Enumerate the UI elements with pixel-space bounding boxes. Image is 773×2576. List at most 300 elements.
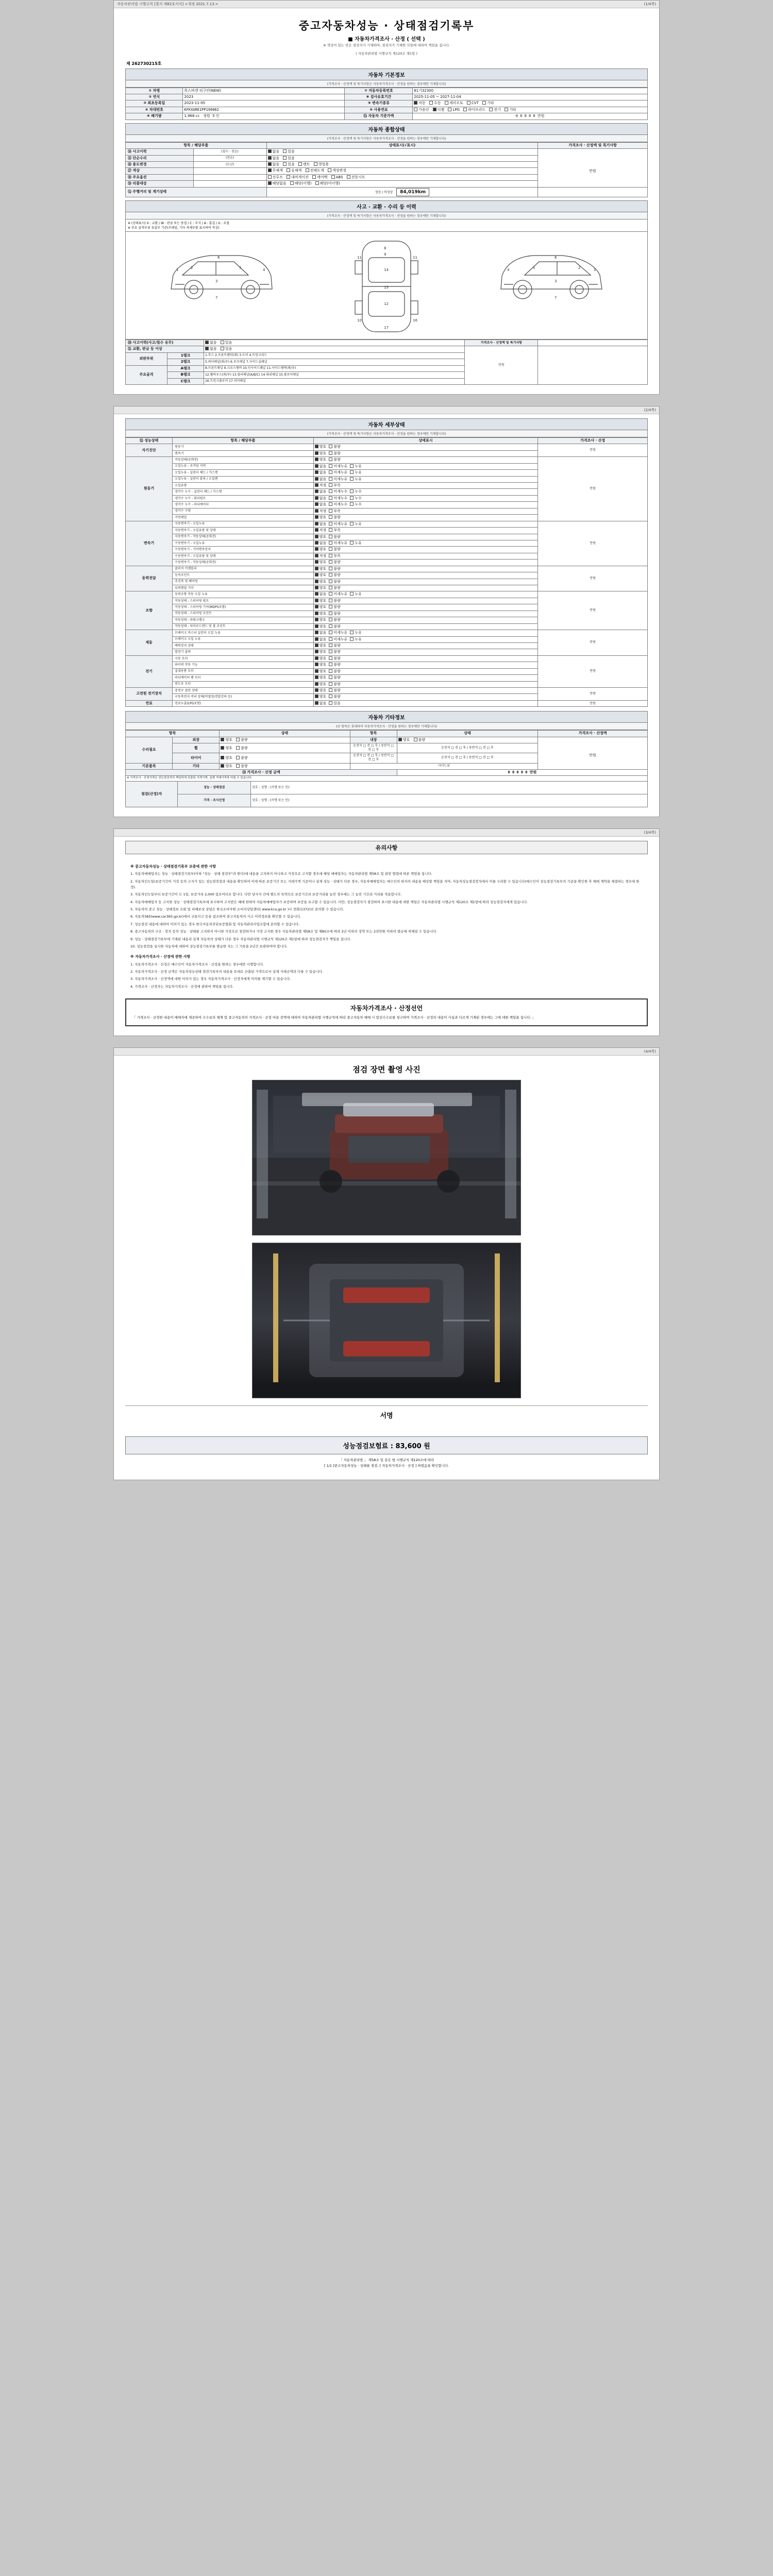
checkbox-option[interactable]: 있음 (283, 162, 295, 167)
checkbox-option[interactable]: 누유 (350, 522, 362, 527)
diagram-side-right-icon (493, 235, 611, 312)
section-detail: 자동차 세부상태 (125, 418, 648, 430)
photo-underbody (252, 1243, 521, 1398)
checkbox-option[interactable]: 불량 (329, 663, 341, 667)
signature-heading: 서명 (125, 1405, 648, 1423)
document-number-label: 제 (126, 61, 130, 66)
diagram-top-icon (348, 235, 425, 338)
page-2-topbar (114, 406, 659, 414)
row-no: ⑱ 주요옵션 (126, 174, 194, 180)
exchange-label: ㉑ 교환, 판금 등 이상 (126, 346, 204, 352)
checkbox-option[interactable]: 기타 (505, 108, 516, 112)
table-row (126, 700, 648, 706)
notice-item: 4. 자동차매매업자 등 고지한 성능 · 상태점검기록부에 표시하여 고지받은 때에 한하여 자동차매매업자가 보증하며 보증을 요구할 수 있습니다. 다만, 성능점검자가 점검하여 표시한 내용에 대한 책임은 자동차관리법 시행규칙 제120조 제1항에 따라 성능점검자에게 있습니다. (130, 900, 528, 904)
notice-list-1 (130, 871, 643, 927)
svg-text:12: 12 (383, 301, 389, 306)
rank-2: 2랭크 (167, 359, 204, 365)
checkbox-option[interactable]: 부족 (329, 528, 341, 533)
row-state (266, 149, 538, 155)
total-label: ㉔ 가격조사 · 산정 금액 (126, 770, 397, 776)
row-value: 2025-11-05 ~ 2027-11-04 (413, 94, 648, 100)
diagram-side-left-icon (162, 235, 280, 312)
checkbox-option[interactable]: 있음 (283, 156, 295, 161)
section-overall-note: (가격조사 · 산정액 및 특기사항은 자동차가격조사 · 산정을 원하는 경우에만 기재합니다) (125, 135, 648, 142)
checkbox-option[interactable]: 에어백 (312, 175, 327, 180)
checkbox-option[interactable]: 양호 (315, 547, 327, 552)
checkbox-option[interactable]: 불량 (329, 688, 341, 693)
checkbox-option[interactable]: 누수 (350, 496, 362, 501)
detail-item-state (313, 655, 538, 662)
checkbox-option[interactable]: 없음 (315, 502, 327, 507)
svg-text:17: 17 (383, 325, 389, 330)
checkbox-option[interactable]: 미세누유 (329, 592, 347, 597)
checkbox-option[interactable]: 없음 (268, 149, 280, 154)
checkbox-option[interactable]: 양호 (315, 515, 327, 520)
detail-item-label: 연료누출(LPG포함) (173, 700, 314, 706)
checkbox-option[interactable]: 양호 (221, 764, 232, 769)
table-row (126, 113, 648, 120)
col-item-2: 항목 (350, 731, 397, 737)
row-value: 폭스바겐 티구안(NEW) (183, 88, 345, 94)
detail-item-label: 실내송풍 모터 (173, 668, 314, 674)
detail-item-state (313, 489, 538, 495)
detail-item-label: 수동변속기 - 기어변속장치 (173, 547, 314, 553)
detail-item-label: 작동상태 - 파워크랭크 (173, 617, 314, 623)
detail-group-price: 만원 (538, 700, 648, 706)
checkbox-option[interactable]: 미세누유 (329, 541, 347, 546)
checkbox-option[interactable]: 전체도색 (306, 168, 324, 173)
etc-state (220, 763, 350, 769)
detail-table (125, 437, 648, 707)
checkbox-option[interactable]: 불량 (329, 451, 341, 456)
checkbox-option[interactable]: 양호 (315, 612, 327, 616)
checkbox-option[interactable]: 양호 (315, 624, 327, 629)
etc-inner-left: 운전석 □ 전 □ 후 / 동반석 □ 전 □ 후 (350, 743, 397, 753)
etc-state-2 (397, 737, 538, 743)
checkbox-option[interactable]: 양호 (315, 618, 327, 622)
checkbox-option[interactable]: 불량 (414, 738, 426, 742)
checkbox-option[interactable]: 전기 (489, 108, 501, 112)
checkbox-option[interactable]: 기타 (482, 101, 494, 106)
sign-row-value[interactable]: 상호 : 성명 : (서명 또는 인) (251, 794, 648, 807)
detail-item-state (313, 483, 538, 489)
etc-table (125, 730, 648, 770)
svg-text:4: 4 (507, 267, 510, 272)
checkbox-option[interactable]: 양호 (315, 445, 327, 449)
checkbox-option[interactable]: 가솔린 (414, 108, 429, 112)
detail-item-label: 배력장치 상태 (173, 642, 314, 649)
checkbox-option[interactable]: 누유 (350, 631, 362, 635)
checkbox-option[interactable]: 누유 (350, 592, 362, 597)
row-value: 2023-11-05 (183, 100, 345, 107)
notice-item: 5. 자동차의 중고 성능 · 상태정보 조회 및 피해보상 상담은 한국소비자원 소비자상담센터( www.kca.go.kr )나 전화(1372)로 문의할 수 있습니다. (130, 907, 344, 911)
checkbox-option[interactable]: 부족 (329, 554, 341, 558)
checkbox-option[interactable]: 불량 (329, 694, 341, 699)
checkbox-option[interactable]: 없음 (315, 631, 327, 635)
checkbox-option[interactable]: 양호 (315, 457, 327, 462)
checkbox-option[interactable]: 미세누유 (329, 464, 347, 469)
checkbox-option[interactable]: 렌트 (298, 162, 310, 167)
row-label: ① 차명 (126, 88, 183, 94)
checkbox-option[interactable]: 미세누유 (329, 522, 347, 527)
detail-item-state (313, 662, 538, 668)
signer-label: 점검(산정)자 (126, 781, 178, 807)
row-label: ⑧ 검사유효기간 (345, 94, 413, 100)
checkbox-option[interactable]: 누유 (350, 464, 362, 469)
checkbox-option[interactable]: 미세누수 (329, 496, 347, 501)
checkbox-option[interactable]: 누유 (350, 541, 362, 546)
checkbox-option[interactable]: 양호 (315, 682, 327, 687)
detail-group-price: 만원 (538, 566, 648, 591)
detail-group-label: 전기 (126, 655, 173, 687)
checkbox-option[interactable]: 불량 (236, 756, 248, 760)
base-price-value: 0 0 0 0 0 만원 (413, 113, 648, 120)
table-row (126, 100, 648, 107)
checkbox-option[interactable]: 누유 (350, 637, 362, 642)
table-row (126, 107, 648, 113)
checkbox-option[interactable]: 디젤 (433, 108, 445, 112)
checkbox-option[interactable]: 양호 (315, 535, 327, 539)
checkbox-option[interactable]: 없음 (315, 701, 327, 706)
checkbox-option[interactable]: 없음 (315, 522, 327, 527)
checkbox-option[interactable]: 없음 (315, 541, 327, 546)
notice-item: 2. 자동차가격조사 · 산정 금액은 자동차성능상태 점검기록부의 내용을 토대로 산출된 가격으로서 실제 거래금액과 다를 수 있습니다. (130, 969, 324, 974)
checkbox-option[interactable]: 양호 (315, 580, 327, 584)
detail-item-state (313, 444, 538, 450)
checkbox-option[interactable]: 없음 (315, 592, 327, 597)
price-unit: 만원 (589, 169, 596, 174)
exchange-state (204, 346, 465, 352)
row-state (266, 162, 538, 168)
checkbox-option[interactable]: 양호 (315, 560, 327, 565)
checkbox-option[interactable]: 해당(이행) (290, 181, 312, 186)
document-number-value: 262730215호 (131, 61, 162, 66)
checkbox-option[interactable]: 불량 (329, 656, 341, 661)
checkbox-option[interactable]: 불량 (329, 618, 341, 622)
checkbox-option[interactable]: 누수 (350, 502, 362, 507)
overall-table (125, 142, 648, 188)
notice-list-2 (130, 929, 643, 950)
price-note-cell (538, 149, 648, 188)
accident-legend (125, 219, 648, 232)
section-etc-note: (㉓ 항목은 휴대하여 자동차가격조사 · 산정을 원하는 경우에만 기재합니다) (125, 723, 648, 730)
col-state-2: 상태 (397, 731, 538, 737)
checkbox-option[interactable]: 양호 (315, 650, 327, 654)
checkbox-option[interactable]: 적정 (315, 509, 327, 514)
checkbox-option[interactable]: 불량 (329, 675, 341, 680)
checkbox-option[interactable]: 양호 (398, 738, 410, 742)
detail-item-state (313, 560, 538, 566)
checkbox-option[interactable]: 양호 (221, 746, 232, 751)
checkbox-option[interactable]: 없음 (315, 637, 327, 642)
table-row (126, 187, 648, 197)
detail-item-state (313, 694, 538, 700)
detail-item-state (313, 515, 538, 521)
svg-text:1: 1 (176, 267, 179, 272)
checkbox-option[interactable]: 없음 (315, 470, 327, 475)
checkbox-option[interactable]: 누유 (350, 470, 362, 475)
svg-text:5: 5 (239, 265, 242, 270)
row-value (413, 100, 648, 107)
checkbox-option[interactable]: 있음 (329, 701, 341, 706)
detail-item-label: 브레이크 마스터 실린더 오일 누유 (173, 630, 314, 636)
checkbox-option[interactable]: 불량 (329, 573, 341, 578)
checkbox-option[interactable]: 불량 (236, 764, 248, 769)
detail-item-label: 오일누유 - 로커암 커버 (173, 463, 314, 469)
section-basic-note: (가격조사 · 산정액 및 특기사항은 자동차가격조사 · 산정을 원하는 경우에만 기재합니다) (125, 80, 648, 88)
checkbox-option[interactable]: 불량 (329, 515, 341, 520)
etc-state (220, 753, 350, 763)
checkbox-option[interactable]: 내비게이션 (287, 175, 309, 180)
detail-item-label: 작동상태 - 스티어링 조인트 (173, 611, 314, 617)
seats-label: 정원 (203, 114, 210, 118)
checkbox-option[interactable]: 불량 (329, 535, 341, 539)
table-row (126, 688, 648, 694)
checkbox-option[interactable]: 양호 (221, 738, 232, 742)
row-state (266, 181, 538, 187)
rank-b: B랭크 (167, 372, 204, 378)
checkbox-option[interactable]: 불량 (329, 650, 341, 654)
checkbox-option[interactable]: 수동 (429, 101, 441, 106)
declaration-body: 「 가격조사 · 산정한 내용이 매매자에 제공하여 수수료의 체계 및 중고자동차의 가격조사 · 산정 비용 전액에 대하여 자동차관리법 시행규칙에 따라 중고자동차 매매 시 알선수수료를 청구하며 가격조사 · 산정의 내용이 사실과 다르게 기재된 경우에는 그에 대한 책임을 집니다. 」 (132, 1015, 536, 1020)
detail-item-label: 오일누유 - 실린더 블록 / 오일팬 (173, 476, 314, 482)
detail-item-state (313, 470, 538, 476)
checkbox-option[interactable]: 미세누유 (329, 477, 347, 482)
photo-engine-bay (252, 1080, 521, 1235)
checkbox-option[interactable]: 불량 (329, 586, 341, 590)
checkbox-option[interactable]: 없음 (315, 464, 327, 469)
page-4 (113, 1047, 660, 1480)
checkbox-option[interactable]: 불량 (329, 612, 341, 616)
detail-group-label: 동력전달 (126, 566, 173, 591)
detail-item-state (313, 700, 538, 706)
checkbox-option[interactable]: 불량 (329, 580, 341, 584)
detail-group-label: 조향 (126, 591, 173, 630)
rank-1: 1랭크 (167, 352, 204, 359)
checkbox-option[interactable]: 누수 (350, 489, 362, 494)
col-state: 상태표시(√표시) (266, 142, 538, 148)
checkbox-option[interactable]: 불량 (236, 746, 248, 751)
detail-item-state (313, 649, 538, 655)
checkbox-option[interactable]: 없음 (315, 496, 327, 501)
table-row (126, 655, 648, 662)
checkbox-option[interactable]: 미세누수 (329, 502, 347, 507)
checkbox-option[interactable]: 불량 (329, 599, 341, 603)
checkbox-option[interactable]: 양호 (315, 605, 327, 609)
checkbox-option[interactable]: 적정 (315, 483, 327, 488)
engine-cc: 1,968 cc (184, 114, 200, 118)
section-basic-info: 자동차 기본정보 (125, 69, 648, 80)
fee-value: 83,600 원 (395, 1442, 430, 1450)
checkbox-option[interactable]: 하이브리드 (463, 108, 485, 112)
col-item: 항목 (126, 731, 220, 737)
svg-text:2: 2 (578, 265, 581, 270)
svg-text:3: 3 (554, 279, 557, 283)
checkbox-option[interactable]: 유채색 (287, 168, 301, 173)
section-accident: 사고 · 교환 · 수리 등 이력 (125, 200, 648, 212)
svg-text:11: 11 (357, 255, 362, 260)
table-row (126, 770, 648, 776)
detail-item-label: 냉각수 수량 (173, 508, 314, 514)
row-state (266, 155, 538, 161)
checkbox-option[interactable]: CVT (467, 101, 479, 106)
fee-label: 성능점검보험료 : (343, 1442, 393, 1450)
form-reference: 자동차관리법 시행규칙 [별지 제82호서식] <개정 2021.7.13.> (117, 2, 219, 6)
checkbox-option[interactable]: 세미오토 (445, 101, 463, 106)
col-price: 가격조사 · 산정액 및 특기사항 (538, 142, 648, 148)
detail-item-state (313, 572, 538, 579)
svg-text:14: 14 (383, 267, 389, 272)
notice-item: 4. 가격조사 · 산정자는 자동차가격조사 · 산정에 관하여 책임을 집니다. (130, 984, 234, 989)
checkbox-option[interactable]: 양호 (315, 643, 327, 648)
checkbox-option[interactable]: 적정 (315, 554, 327, 558)
row-state (266, 174, 538, 180)
detail-item-state (313, 668, 538, 674)
checkbox-option[interactable]: 없음 (315, 489, 327, 494)
row-label: ② 연식 (126, 94, 183, 100)
checkbox-option[interactable]: 색상변경 (328, 168, 346, 173)
checkbox-option[interactable]: 불량 (329, 560, 341, 565)
checkbox-option[interactable]: 미세누유 (329, 637, 347, 642)
row-value (413, 107, 648, 113)
checkbox-option[interactable]: 불량 (329, 457, 341, 462)
panel-head: 외판부위 (126, 352, 167, 365)
row-no: ⑰ 색상 (126, 168, 194, 174)
checkbox-option[interactable]: 없음 (315, 477, 327, 482)
page-1-topbar (114, 1, 659, 8)
checkbox-option[interactable]: 있음 (283, 149, 295, 154)
table-header-row (126, 731, 648, 737)
checkbox-option[interactable]: 불량 (329, 547, 341, 552)
photo-underbody-image (253, 1243, 520, 1398)
checkbox-option[interactable]: 부족 (329, 509, 341, 514)
etc-inner-right: 운전석 □ 전 □ 후 / 동반석 □ 전 □ 후 (397, 743, 538, 753)
checkbox-option[interactable]: 양호 (315, 669, 327, 674)
etc-item-2: 내장 (350, 737, 397, 743)
checkbox-option[interactable]: 불량 (329, 445, 341, 449)
table-row (126, 794, 648, 807)
checkbox-option[interactable]: 양호 (221, 756, 232, 760)
checkbox-option[interactable]: 해당없음 (268, 181, 287, 186)
checkbox-option[interactable]: 양호 (315, 694, 327, 699)
checkbox-option[interactable]: 미세누유 (329, 470, 347, 475)
checkbox-option[interactable]: 선루프 (268, 175, 283, 180)
checkbox-option[interactable]: 전동시트 (347, 175, 365, 180)
checkbox-option[interactable]: 불량 (329, 624, 341, 629)
checkbox-option[interactable]: 자동 (414, 101, 426, 106)
detail-item-label: 와이퍼 작동 기능 (173, 662, 314, 668)
table-row (126, 737, 648, 743)
rank-a: A랭크 (167, 365, 204, 371)
notice-item: 2. 자동차인도일(보증기간이 거짓 등의 고지가 있는 성능점검장과 내용을 확인하여 이에 따른 보증기간 또는 거래가액 기준이나 실제 성능 · 상태가 다른 경우, 자동차매매업자는 매수인의 하자의 내용을 배상할 책임을 지며, 자동차성능점검장치에서 이를 수리할 수 있습니다(매수인이 성능점검기록부의 기준을 확인한 후 매매 계약을 체결하는 경우에 한정). (130, 879, 640, 889)
checkbox-option[interactable]: 적정 (315, 528, 327, 533)
checkbox-option[interactable]: ABS (331, 175, 343, 180)
checkbox-option[interactable]: 있음 (221, 341, 232, 345)
checkbox-option[interactable]: 양호 (315, 599, 327, 603)
checkbox-option[interactable]: 무채색 (268, 168, 283, 173)
svg-text:11: 11 (412, 255, 417, 260)
notice-title: 유의사항 (125, 841, 648, 854)
detail-item-state (313, 566, 538, 572)
checkbox-option[interactable]: 없음 (268, 156, 280, 161)
detail-item-label: 등속조인트 (173, 572, 314, 579)
price-declaration (125, 998, 648, 1026)
detail-item-state (313, 630, 538, 636)
accident-history-label: ⑳ 사고이력(사고/침수 유무) (126, 340, 204, 346)
table-row (126, 776, 648, 781)
detail-table-body (126, 444, 648, 707)
checkbox-option[interactable]: 양호 (315, 586, 327, 590)
table-row (126, 521, 648, 527)
table-row (126, 340, 648, 346)
rank-1-items: 1.후드 2.프론트펜더(좌) 3.도어 4.트렁크리드 (204, 352, 465, 359)
detail-item-label: 냉각수 누수 - 워터펌프 (173, 495, 314, 501)
checkbox-option[interactable]: 미세누수 (329, 489, 347, 494)
row-sub: (전손) (193, 155, 266, 161)
checkbox-option[interactable]: 불량 (329, 567, 341, 571)
checkbox-option[interactable]: 불량 (329, 643, 341, 648)
col-price: 가격조사 · 산정액 (538, 731, 648, 737)
etc-item: 외장 (173, 737, 220, 743)
sign-row-value[interactable]: 상호 : 성명 : (서명 또는 인) (251, 781, 648, 794)
legal-footnote-2: [ 1/1 ]중고자동차성능 · 상태를 점검, [ 자동차가격조사 · 산정 ] 하였음을 확인합니다. (324, 1464, 449, 1468)
checkbox-option[interactable]: 부족 (329, 483, 341, 488)
detail-group-price: 만원 (538, 655, 648, 687)
checkbox-option[interactable]: 양호 (315, 688, 327, 693)
etc-item: 기타 (173, 763, 220, 769)
checkbox-option[interactable]: 미세누유 (329, 631, 347, 635)
detail-item-label: 커먼레일 (173, 515, 314, 521)
price-unit-cell: 만원 (465, 346, 538, 385)
checkbox-option[interactable]: 없음 (268, 162, 280, 167)
table-row (126, 591, 648, 598)
col-price-label: 가격조사 · 산정액 및 특기사항 (465, 340, 538, 346)
checkbox-option[interactable]: 영업용 (314, 162, 329, 167)
checkbox-option[interactable]: 없음 (205, 347, 217, 351)
row-label: ④ 차대번호 (126, 107, 183, 113)
detail-item-state (313, 636, 538, 642)
rank-c-items: 16.트렁크플로어 17.리어패널 (204, 378, 465, 384)
table-row (126, 444, 648, 450)
checkbox-option[interactable]: LPG (448, 108, 460, 112)
checkbox-option[interactable]: 해당(미이행) (315, 181, 340, 186)
checkbox-option[interactable]: 불량 (329, 682, 341, 687)
checkbox-option[interactable]: 없음 (205, 341, 217, 345)
checkbox-option[interactable]: 불량 (236, 738, 248, 742)
checkbox-option[interactable]: 양호 (315, 656, 327, 661)
checkbox-option[interactable]: 불량 (329, 669, 341, 674)
detail-item-label: 수동변속기 - 오일유량 및 상태 (173, 553, 314, 559)
checkbox-option[interactable]: 있음 (221, 347, 232, 351)
table-row (126, 781, 648, 794)
checkbox-option[interactable]: 양호 (315, 573, 327, 578)
checkbox-option[interactable]: 양호 (315, 451, 327, 456)
checkbox-option[interactable]: 양호 (315, 663, 327, 667)
detail-item-state (313, 611, 538, 617)
table-row (126, 630, 648, 636)
checkbox-option[interactable]: 양호 (315, 675, 327, 680)
notice-head-2: ※ 자동차가격조사 · 산정에 관한 사항 (130, 955, 191, 959)
etc-price (538, 737, 648, 769)
detail-item-state (313, 675, 538, 681)
checkbox-option[interactable]: 누유 (350, 477, 362, 482)
detail-group-price: 만원 (538, 630, 648, 656)
col-item: 항목 / 해당부품 (173, 437, 314, 444)
checkbox-option[interactable]: 양호 (315, 567, 327, 571)
checkbox-option[interactable]: 불량 (329, 605, 341, 609)
detail-group-label: 원동기 (126, 457, 173, 521)
detail-item-state (313, 528, 538, 534)
